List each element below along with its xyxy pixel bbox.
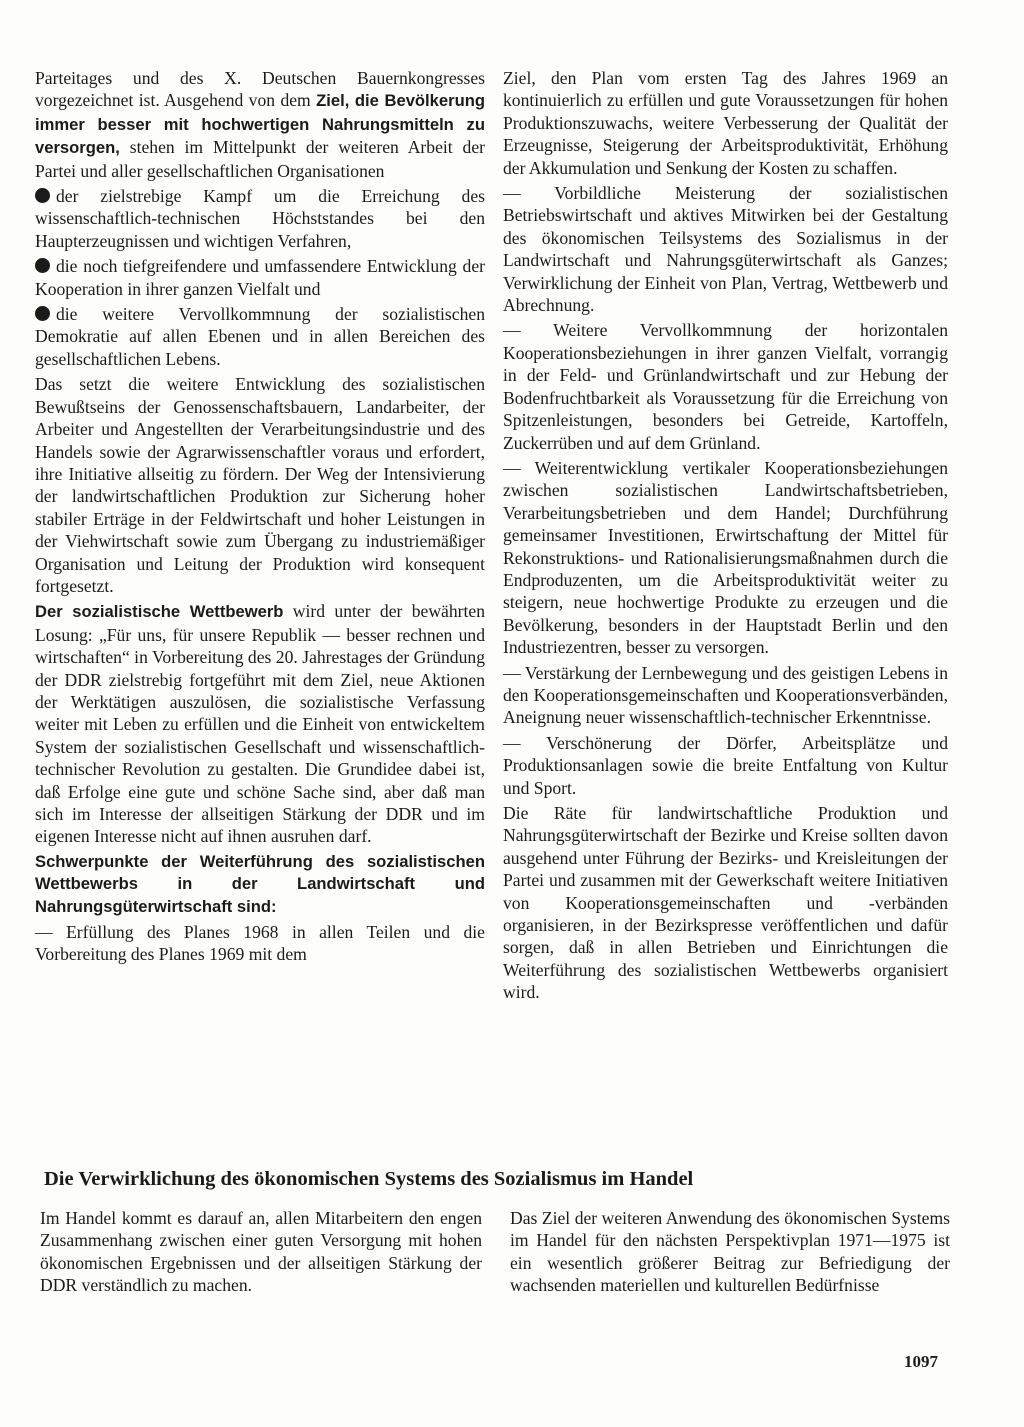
bold-phrase: Der sozialistische Wettbewerb [35, 602, 284, 622]
left-column [35, 67, 485, 969]
paragraph: — Erfüllung des Planes 1968 in allen Teilen und die Vorbereitung des Planes 1969 mit dem [35, 922, 485, 965]
bullet-item: die weitere Vervollkommnung der sozialistischen Demokratie auf allen Ebenen und in allen Bereichen des gesellschaftlichen Lebens. [35, 304, 485, 369]
section-right-column [510, 1207, 950, 1300]
page-number: 1097 [904, 1352, 938, 1371]
section-heading: Die Verwirklichung des ökonomischen Systems des Sozialismus im Handel [44, 1168, 694, 1190]
section-left-column [40, 1207, 482, 1300]
paragraph: Das setzt die weitere Entwicklung des sozialistischen Bewußtseins der Genossenschaftsbauern, Landarbeiter, der Arbeiter und Angestellten der Verarbeitungsindustrie und des Handels sowie der Agrarwissenschaftler voraus und erfordert, ihre Initiative allseitig zu fördern. Der Weg der Intensivierung der landwirtschaftlichen Produktion zur Sicherung hoher stabiler Erträge in der Feldwirtschaft und hoher Leistungen in der Viehwirtschaft sowie zum Übergang zu industriemäßiger Organisation und Leitung der Produktion wird konsequent fortgesetzt. [35, 374, 485, 596]
paragraph: Die Räte für landwirtschaftliche Produktion und Nahrungsgüterwirtschaft der Bezirke und Kreise sollten davon ausgehend unter Führung der Bezirks- und Kreisleitungen der Partei und zusammen mit der Gewerkschaft weitere Initiativen von Kooperationsgemeinschaften und -verbänden organisieren, in der Bezirkspresse veröffentlichen und dafür sorgen, daß in allen Betrieben und Einrichtungen die Weiterführung des sozialistischen Wettbewerbs organisiert wird. [503, 803, 948, 1003]
paragraph: Im Handel kommt es darauf an, allen Mitarbeitern den engen Zusammenhang zwischen einer guten Versorgung mit hohen ökonomischen Ergebnissen und der allseitigen Stärkung der DDR verständlich zu machen. [40, 1208, 482, 1296]
bullet-item: der zielstrebige Kampf um die Erreichung des wissenschaftlich-technischen Höchststandes bei den Haupterzeugnissen und wichtigen Verfahren, [35, 186, 485, 251]
paragraph: — Verstärkung der Lernbewegung und des geistigen Lebens in den Kooperationsgemeinschaften und Kooperationsverbänden, Aneignung neuer wissenschaftlich-technischer Erkenntnisse. [503, 662, 948, 728]
paragraph: — Verschönerung der Dörfer, Arbeitsplätze und Produktionsanlagen sowie die breite Entfaltung von Kultur und Sport. [503, 732, 948, 798]
bullet-dot-icon [35, 306, 50, 321]
paragraph: — Vorbildliche Meisterung der sozialistischen Betriebswirtschaft und aktives Mitwirken bei der Gestaltung des ökonomischen Teilsystems des Sozialismus in der Landwirtschaft und Nahrungsgüterwirtschaft als Ganzes; Verwirklichung der Einheit von Plan, Vertrag, Wettbewerb und Abrechnung. [503, 183, 948, 316]
bold-phrase: Ziel, die Bevölkerung immer besser mit hochwertigen Nahrungsmitteln zu versorgen, [35, 91, 485, 158]
paragraph: Parteitages und des X. Deutschen Bauernkongresses vorgezeichnet ist. Ausgehend von dem Ziel, die Bevölkerung immer besser mit hochwertigen Nahrungsmitteln zu versorgen, stehen im Mittelpunkt der weiteren Arbeit der Partei und aller gesellschaftlichen Organisationen [35, 68, 485, 181]
paragraph: — Weiterentwicklung vertikaler Kooperationsbeziehungen zwischen sozialistischen Landwirtschaftsbetrieben, Verarbeitungsbetrieben und dem Handel; Durchführung gemeinsamer Investitionen, Erwirtschaftung der Mittel für Rekonstruktions- und Rationalisierungsmaßnahmen durch die Endproduzenten, um die Arbeitsproduktivität weiter zu steigern, neue hochwertige Produkte zu erzeugen und die Bevölkerung, besonders in der Hauptstadt Berlin und den Industriezentren, besser zu versorgen. [503, 457, 948, 658]
paragraph: Das Ziel der weiteren Anwendung des ökonomischen Systems im Handel für den nächsten Perspektivplan 1971—1975 ist ein wesentlich größerer Beitrag zur Befriedigung der wachsenden materiellen und kulturellen Bedürfnisse [510, 1208, 950, 1296]
bullet-dot-icon [35, 258, 50, 273]
bold-subheading: Schwerpunkte der Weiterführung des sozialistischen Wettbewerbs in der Landwirtschaft und Nahrungsgüterwirtschaft sind: [35, 851, 485, 916]
bullet-dot-icon [35, 188, 50, 203]
paragraph: Der sozialistische Wettbewerb wird unter der bewährten Losung: „Für uns, für unsere Republik — besser rechnen und wirtschaften“ in Vorbereitung des 20. Jahrestages der Gründung der DDR zielstrebig fortgeführt mit dem Ziel, neue Aktionen der Werktätigen auszulösen, die sozialistische Verfassung weiter mit Leben zu erfüllen und die Einheit von entwickeltem System der sozialistischen Gesellschaft und wissenschaftlich-technischer Revolution zu gestalten. Die Grundidee dabei ist, daß Erfolge eine gute und schöne Sache sind, aber daß man sich im Interesse der allseitigen Stärkung der DDR und im eigenen Interesse nicht auf ihnen ausruhen darf. [35, 601, 485, 847]
right-column [503, 67, 948, 1007]
paragraph: Ziel, den Plan vom ersten Tag des Jahres 1969 an kontinuierlich zu erfüllen und gute Voraussetzungen für hohen Produktionszuwachs, weitere Verbesserung der Qualität der Erzeugnisse, Steigerung der Arbeitsproduktivität, Erhöhung der Akkumulation und Senkung der Kosten zu schaffen. [503, 68, 948, 178]
bullet-item: die noch tiefgreifendere und umfassendere Entwicklung der Kooperation in ihrer ganzen Vielfalt und [35, 256, 485, 299]
paragraph: — Weitere Vervollkommnung der horizontalen Kooperationsbeziehungen in ihrer ganzen Vielfalt, vorrangig in der Feld- und Grünlandwirtschaft und zur Hebung der Bodenfruchtbarkeit als Voraussetzung für die Erreichung von Spitzenleistungen, besonders bei Getreide, Kartoffeln, Zuckerrüben und auf dem Grünland. [503, 320, 948, 453]
